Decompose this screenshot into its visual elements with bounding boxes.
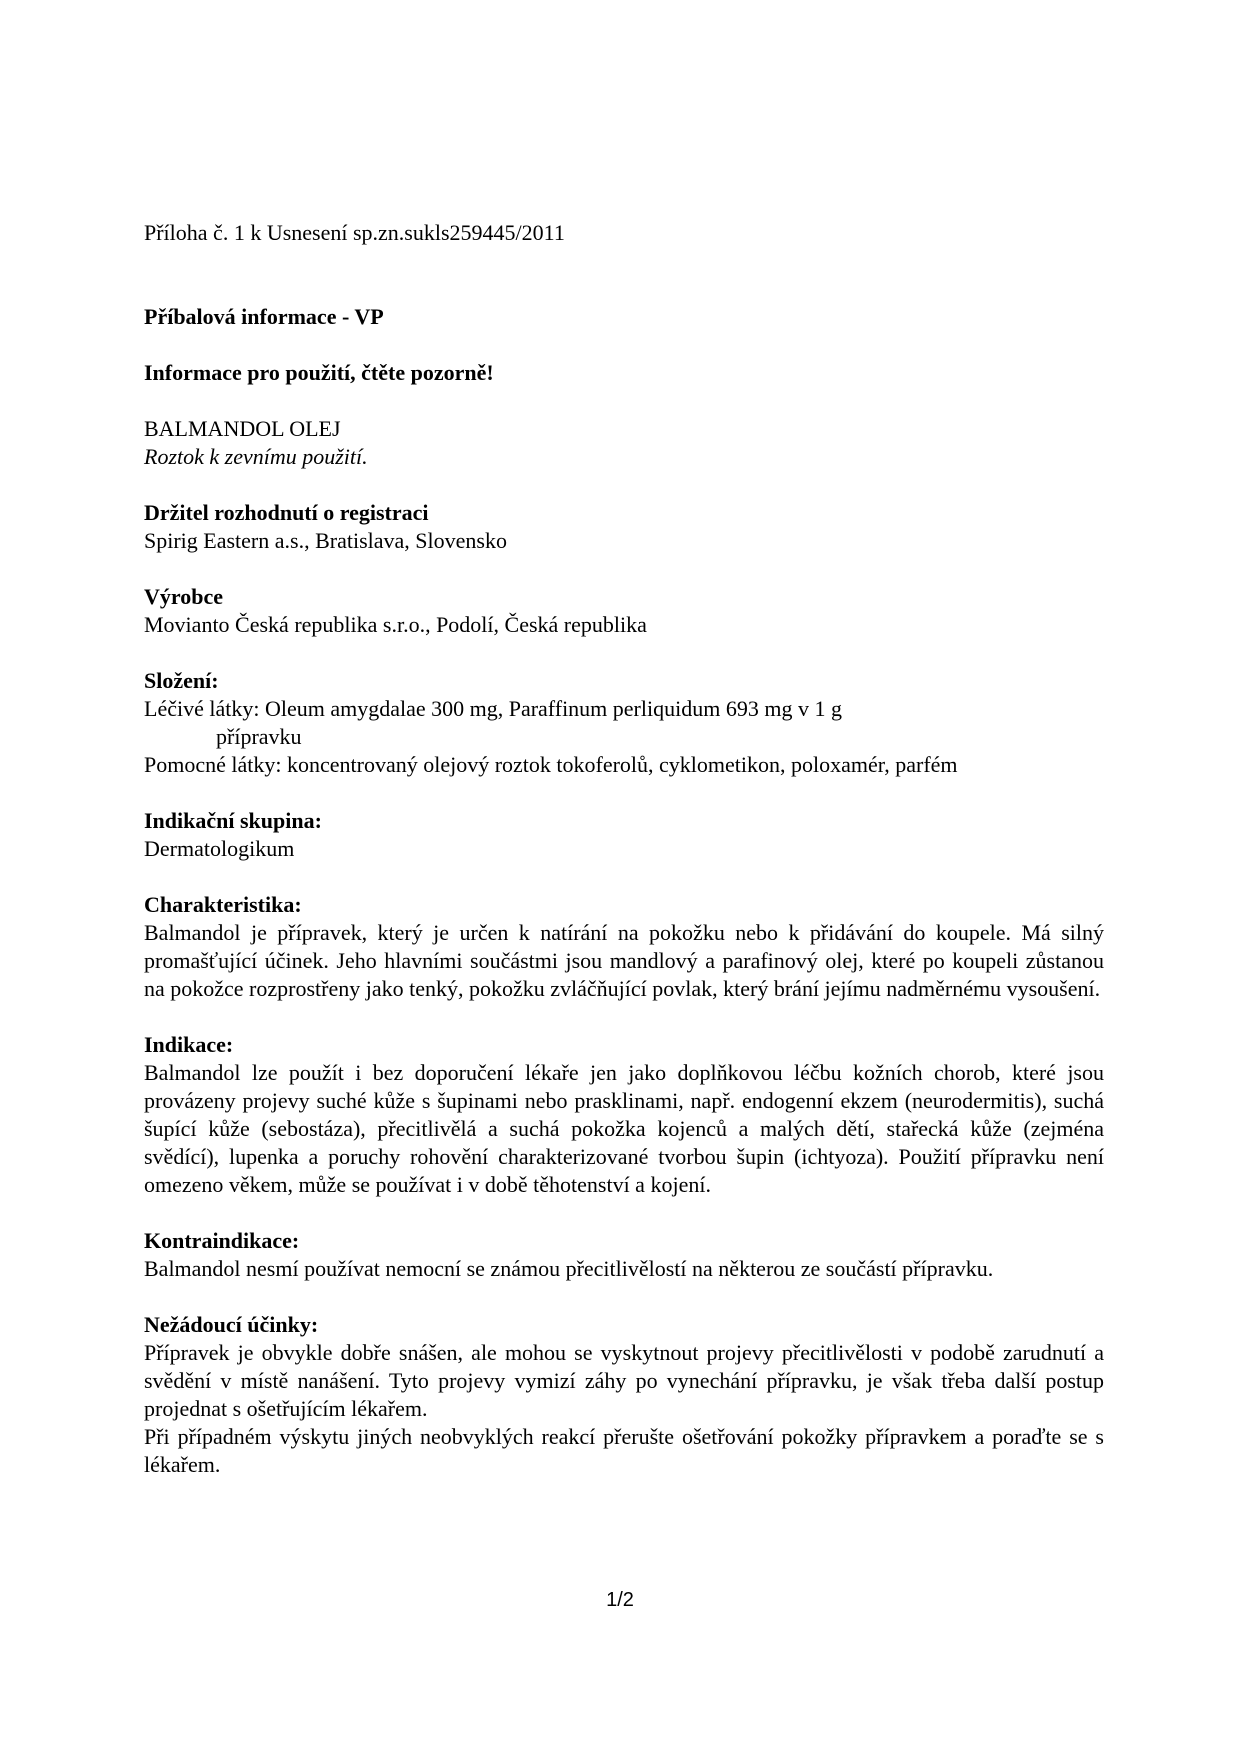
- product-form: Roztok k zevnímu použití.: [144, 444, 368, 469]
- holder-text: Spirig Eastern a.s., Bratislava, Slovensko: [144, 528, 507, 553]
- composition-active-line1: Léčivé látky: Oleum amygdalae 300 mg, Paraffinum perliquidum 693 mg v 1 g: [144, 696, 842, 721]
- page-number: 1/2: [606, 1589, 634, 1611]
- document-title: Příbalová informace - VP: [144, 304, 384, 329]
- characteristics-heading: Charakteristika:: [144, 892, 302, 917]
- holder-heading: Držitel rozhodnutí o registraci: [144, 500, 429, 525]
- side-effects-text-2: Při případném výskytu jiných neobvyklých reakcí přerušte ošetřování pokožky přípravkem a poraďte se s lékařem.: [144, 1424, 1104, 1477]
- contraindications-heading: Kontraindikace:: [144, 1228, 300, 1253]
- side-effects-text-1: Přípravek je obvykle dobře snášen, ale mohou se vyskytnout projevy přecitlivělosti v podobě zarudnutí a svědění v místě nanášení. Tyto projevy vymizí záhy po vynechání přípravku, je však třeba další postup projednat s ošetřujícím lékařem.: [144, 1340, 1104, 1421]
- document-subtitle: Informace pro použití, čtěte pozorně!: [144, 360, 494, 385]
- composition-active-line2: přípravku: [216, 724, 302, 749]
- composition-heading: Složení:: [144, 668, 219, 693]
- composition-excipients: Pomocné látky: koncentrovaný olejový roztok tokoferolů, cyklometikon, poloxamér, parfém: [144, 752, 958, 777]
- attachment-reference: Příloha č. 1 k Usnesení sp.zn.sukls259445/2011: [144, 220, 565, 245]
- indication-group-heading: Indikační skupina:: [144, 808, 322, 833]
- manufacturer-text: Movianto Česká republika s.r.o., Podolí, Česká republika: [144, 612, 647, 637]
- side-effects-heading: Nežádoucí účinky:: [144, 1312, 319, 1337]
- characteristics-text: Balmandol je přípravek, který je určen k natírání na pokožku nebo k přidávání do koupele. Má silný promašťující účinek. Jeho hlavními součástmi jsou mandlový a parafinový olej, které po koupeli zůstanou na pokožce rozprostřeny jako tenký, pokožku zvláčňující povlak, který brání jejímu nadměrnému vysoušení.: [144, 920, 1104, 1001]
- contraindications-text: Balmandol nesmí používat nemocní se známou přecitlivělostí na některou ze součástí přípravku.: [144, 1256, 994, 1281]
- indication-group-text: Dermatologikum: [144, 836, 295, 861]
- indications-text: Balmandol lze použít i bez doporučení lékaře jen jako doplňkovou léčbu kožních chorob, které jsou provázeny projevy suché kůže s šupinami nebo prasklinami, např. endogenní ekzem (neurodermitis), suchá šupící kůže (sebostáza), přecitlivělá a suchá pokožka kojenců a malých dětí, stařecká kůže (zejména svědící), lupenka a poruchy rohovění charakterizované tvorbou šupin (ichtyoza). Použití přípravku není omezeno věkem, může se používat i v době těhotenství a kojení.: [144, 1060, 1104, 1197]
- document-body: [144, 219, 1104, 1479]
- product-name: BALMANDOL OLEJ: [144, 416, 341, 441]
- indications-heading: Indikace:: [144, 1032, 234, 1057]
- manufacturer-heading: Výrobce: [144, 584, 224, 609]
